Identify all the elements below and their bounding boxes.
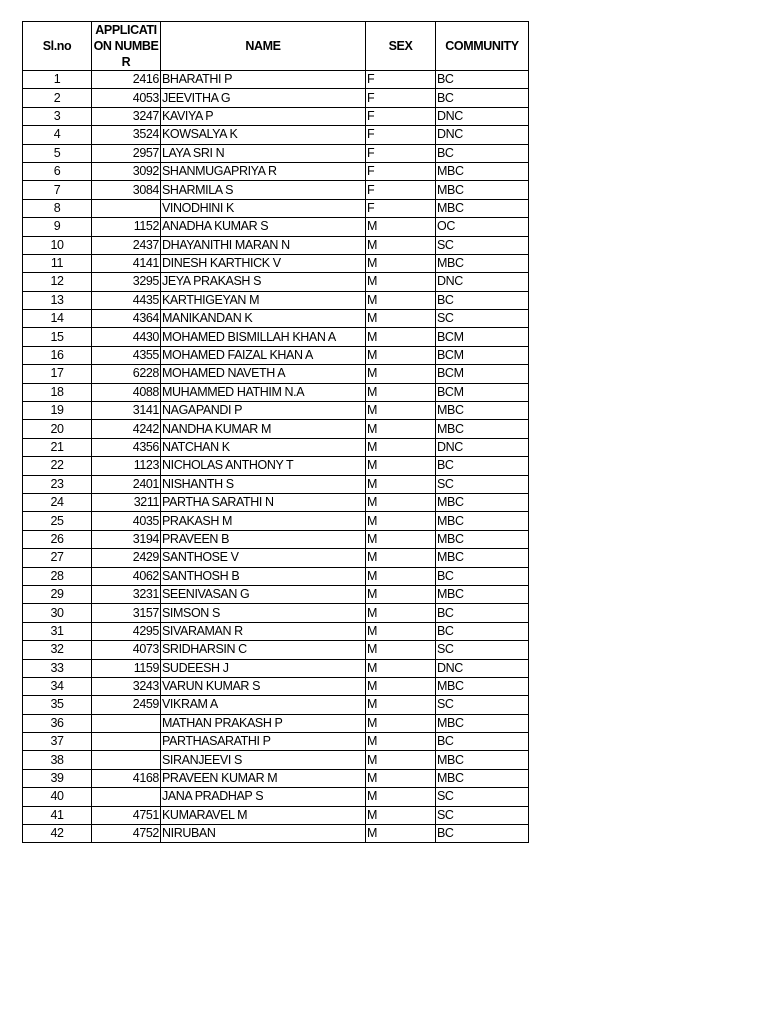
slno-cell: 36 — [23, 714, 92, 732]
table-row — [23, 733, 529, 751]
table-row — [23, 585, 529, 603]
name-cell: KARTHIGEYAN M — [161, 291, 366, 309]
application-number-cell: 4168 — [92, 769, 161, 787]
table-row — [23, 622, 529, 640]
slno-cell: 41 — [23, 806, 92, 824]
table-row — [23, 89, 529, 107]
slno-cell: 33 — [23, 659, 92, 677]
application-number-cell: 3211 — [92, 493, 161, 511]
community-cell: MBC — [436, 181, 529, 199]
sex-cell: M — [366, 402, 436, 420]
name-cell: MOHAMED NAVETH A — [161, 365, 366, 383]
table-row — [23, 567, 529, 585]
slno-cell: 24 — [23, 493, 92, 511]
slno-cell: 11 — [23, 254, 92, 272]
header-slno: Sl.no — [23, 22, 92, 71]
application-number-cell: 4062 — [92, 567, 161, 585]
community-cell: DNC — [436, 107, 529, 125]
community-cell: SC — [436, 641, 529, 659]
name-cell: DINESH KARTHICK V — [161, 254, 366, 272]
application-number-cell: 3084 — [92, 181, 161, 199]
table-body — [23, 71, 529, 843]
sex-cell: M — [366, 457, 436, 475]
community-cell: BC — [436, 567, 529, 585]
table-row — [23, 512, 529, 530]
name-cell: SANTHOSH B — [161, 567, 366, 585]
application-number-cell: 2957 — [92, 144, 161, 162]
name-cell: MOHAMED BISMILLAH KHAN A — [161, 328, 366, 346]
sex-cell: M — [366, 365, 436, 383]
slno-cell: 14 — [23, 310, 92, 328]
name-cell: LAYA SRI N — [161, 144, 366, 162]
sex-cell: M — [366, 788, 436, 806]
community-cell: MBC — [436, 769, 529, 787]
application-number-cell — [92, 733, 161, 751]
sex-cell: F — [366, 162, 436, 180]
table-row — [23, 659, 529, 677]
application-number-cell: 4751 — [92, 806, 161, 824]
name-cell: SEENIVASAN G — [161, 585, 366, 603]
sex-cell: M — [366, 218, 436, 236]
table-row — [23, 788, 529, 806]
table-row — [23, 291, 529, 309]
slno-cell: 15 — [23, 328, 92, 346]
table-row — [23, 641, 529, 659]
community-cell: MBC — [436, 493, 529, 511]
sex-cell: F — [366, 181, 436, 199]
name-cell: MATHAN PRAKASH P — [161, 714, 366, 732]
slno-cell: 4 — [23, 126, 92, 144]
community-cell: MBC — [436, 549, 529, 567]
table-row — [23, 457, 529, 475]
name-cell: NIRUBAN — [161, 825, 366, 843]
application-number-cell: 4073 — [92, 641, 161, 659]
header-row — [23, 22, 529, 71]
community-cell: DNC — [436, 659, 529, 677]
slno-cell: 37 — [23, 733, 92, 751]
name-cell: MANIKANDAN K — [161, 310, 366, 328]
application-number-cell: 2416 — [92, 71, 161, 89]
community-cell: BCM — [436, 346, 529, 364]
application-number-cell: 4242 — [92, 420, 161, 438]
community-cell: BCM — [436, 365, 529, 383]
name-cell: VINODHINI K — [161, 199, 366, 217]
slno-cell: 8 — [23, 199, 92, 217]
slno-cell: 18 — [23, 383, 92, 401]
slno-cell: 16 — [23, 346, 92, 364]
slno-cell: 17 — [23, 365, 92, 383]
community-cell: BC — [436, 825, 529, 843]
community-cell: MBC — [436, 254, 529, 272]
application-number-cell: 2437 — [92, 236, 161, 254]
slno-cell: 9 — [23, 218, 92, 236]
slno-cell: 28 — [23, 567, 92, 585]
community-cell: MBC — [436, 162, 529, 180]
community-cell: MBC — [436, 512, 529, 530]
slno-cell: 29 — [23, 585, 92, 603]
name-cell: MOHAMED FAIZAL KHAN A — [161, 346, 366, 364]
application-number-cell: 4053 — [92, 89, 161, 107]
application-number-cell — [92, 199, 161, 217]
sex-cell: M — [366, 512, 436, 530]
table-header — [23, 22, 529, 71]
name-cell: PRAVEEN KUMAR M — [161, 769, 366, 787]
sex-cell: M — [366, 236, 436, 254]
sex-cell: M — [366, 677, 436, 695]
table-row — [23, 254, 529, 272]
application-number-cell: 4355 — [92, 346, 161, 364]
community-cell: BC — [436, 291, 529, 309]
name-cell: SANTHOSE V — [161, 549, 366, 567]
table-row — [23, 328, 529, 346]
application-number-cell: 4752 — [92, 825, 161, 843]
slno-cell: 27 — [23, 549, 92, 567]
name-cell: VARUN KUMAR S — [161, 677, 366, 695]
name-cell: SRIDHARSIN C — [161, 641, 366, 659]
name-cell: KUMARAVEL M — [161, 806, 366, 824]
slno-cell: 12 — [23, 273, 92, 291]
community-cell: BC — [436, 89, 529, 107]
community-cell: BC — [436, 604, 529, 622]
name-cell: JEEVITHA G — [161, 89, 366, 107]
table-row — [23, 493, 529, 511]
application-number-cell: 4364 — [92, 310, 161, 328]
table-row — [23, 769, 529, 787]
slno-cell: 35 — [23, 696, 92, 714]
header-application-number: APPLICATI ON NUMBER — [92, 22, 161, 71]
table-row — [23, 71, 529, 89]
student-list-table — [22, 21, 529, 843]
application-number-cell: 2459 — [92, 696, 161, 714]
name-cell: NICHOLAS ANTHONY T — [161, 457, 366, 475]
name-cell: PARTHA SARATHI N — [161, 493, 366, 511]
sex-cell: M — [366, 530, 436, 548]
sex-cell: F — [366, 71, 436, 89]
slno-cell: 42 — [23, 825, 92, 843]
table-row — [23, 273, 529, 291]
community-cell: MBC — [436, 714, 529, 732]
application-number-cell: 4141 — [92, 254, 161, 272]
sex-cell: F — [366, 144, 436, 162]
sex-cell: F — [366, 107, 436, 125]
name-cell: PRAVEEN B — [161, 530, 366, 548]
application-number-cell: 1123 — [92, 457, 161, 475]
sex-cell: M — [366, 310, 436, 328]
sex-cell: M — [366, 733, 436, 751]
name-cell: NISHANTH S — [161, 475, 366, 493]
application-number-cell: 3524 — [92, 126, 161, 144]
slno-cell: 38 — [23, 751, 92, 769]
community-cell: BC — [436, 457, 529, 475]
application-number-cell — [92, 751, 161, 769]
community-cell: MBC — [436, 402, 529, 420]
sex-cell: F — [366, 199, 436, 217]
sex-cell: M — [366, 475, 436, 493]
table-row — [23, 346, 529, 364]
sex-cell: M — [366, 622, 436, 640]
slno-cell: 10 — [23, 236, 92, 254]
name-cell: SHANMUGAPRIYA R — [161, 162, 366, 180]
name-cell: KAVIYA P — [161, 107, 366, 125]
table-row — [23, 218, 529, 236]
application-number-cell: 3243 — [92, 677, 161, 695]
sex-cell: M — [366, 549, 436, 567]
table-row — [23, 677, 529, 695]
application-number-cell: 4430 — [92, 328, 161, 346]
community-cell: MBC — [436, 199, 529, 217]
table-row — [23, 199, 529, 217]
table-row — [23, 365, 529, 383]
community-cell: SC — [436, 310, 529, 328]
community-cell: SC — [436, 236, 529, 254]
slno-cell: 1 — [23, 71, 92, 89]
community-cell: BC — [436, 733, 529, 751]
sex-cell: M — [366, 254, 436, 272]
community-cell: DNC — [436, 273, 529, 291]
slno-cell: 19 — [23, 402, 92, 420]
table-row — [23, 181, 529, 199]
application-number-cell: 3231 — [92, 585, 161, 603]
sex-cell: M — [366, 659, 436, 677]
slno-cell: 34 — [23, 677, 92, 695]
application-number-cell: 1159 — [92, 659, 161, 677]
slno-cell: 39 — [23, 769, 92, 787]
slno-cell: 22 — [23, 457, 92, 475]
community-cell: MBC — [436, 677, 529, 695]
name-cell: SIRANJEEVI S — [161, 751, 366, 769]
sex-cell: M — [366, 751, 436, 769]
name-cell: SIVARAMAN R — [161, 622, 366, 640]
table-row — [23, 438, 529, 456]
slno-cell: 7 — [23, 181, 92, 199]
application-number-cell: 3141 — [92, 402, 161, 420]
sex-cell: M — [366, 769, 436, 787]
table-row — [23, 402, 529, 420]
name-cell: KOWSALYA K — [161, 126, 366, 144]
sex-cell: M — [366, 714, 436, 732]
community-cell: MBC — [436, 530, 529, 548]
sex-cell: F — [366, 126, 436, 144]
table-row — [23, 126, 529, 144]
sex-cell: M — [366, 567, 436, 585]
table-row — [23, 144, 529, 162]
name-cell: NAGAPANDI P — [161, 402, 366, 420]
slno-cell: 2 — [23, 89, 92, 107]
application-number-cell: 3295 — [92, 273, 161, 291]
table-row — [23, 420, 529, 438]
application-number-cell: 4088 — [92, 383, 161, 401]
community-cell: MBC — [436, 751, 529, 769]
application-number-cell: 3247 — [92, 107, 161, 125]
table-row — [23, 310, 529, 328]
sex-cell: M — [366, 291, 436, 309]
community-cell: SC — [436, 788, 529, 806]
table-row — [23, 714, 529, 732]
community-cell: OC — [436, 218, 529, 236]
community-cell: BCM — [436, 328, 529, 346]
table-row — [23, 383, 529, 401]
application-number-cell: 4295 — [92, 622, 161, 640]
table-row — [23, 549, 529, 567]
slno-cell: 32 — [23, 641, 92, 659]
slno-cell: 13 — [23, 291, 92, 309]
slno-cell: 21 — [23, 438, 92, 456]
community-cell: SC — [436, 475, 529, 493]
community-cell: BC — [436, 144, 529, 162]
table-row — [23, 825, 529, 843]
sex-cell: M — [366, 585, 436, 603]
header-name: NAME — [161, 22, 366, 71]
slno-cell: 3 — [23, 107, 92, 125]
community-cell: DNC — [436, 126, 529, 144]
table-row — [23, 696, 529, 714]
slno-cell: 31 — [23, 622, 92, 640]
sex-cell: F — [366, 89, 436, 107]
application-number-cell: 4356 — [92, 438, 161, 456]
sex-cell: M — [366, 438, 436, 456]
name-cell: SHARMILA S — [161, 181, 366, 199]
sex-cell: M — [366, 346, 436, 364]
slno-cell: 25 — [23, 512, 92, 530]
table-row — [23, 530, 529, 548]
application-number-cell: 3157 — [92, 604, 161, 622]
name-cell: JEYA PRAKASH S — [161, 273, 366, 291]
application-number-cell — [92, 788, 161, 806]
slno-cell: 6 — [23, 162, 92, 180]
application-number-cell: 6228 — [92, 365, 161, 383]
community-cell: MBC — [436, 585, 529, 603]
community-cell: DNC — [436, 438, 529, 456]
slno-cell: 30 — [23, 604, 92, 622]
application-number-cell: 4435 — [92, 291, 161, 309]
name-cell: SIMSON S — [161, 604, 366, 622]
table-row — [23, 162, 529, 180]
slno-cell: 23 — [23, 475, 92, 493]
table-row — [23, 604, 529, 622]
name-cell: JANA PRADHAP S — [161, 788, 366, 806]
name-cell: NANDHA KUMAR M — [161, 420, 366, 438]
table-row — [23, 236, 529, 254]
table-row — [23, 107, 529, 125]
name-cell: NATCHAN K — [161, 438, 366, 456]
sex-cell: M — [366, 641, 436, 659]
application-number-cell: 4035 — [92, 512, 161, 530]
sex-cell: M — [366, 383, 436, 401]
slno-cell: 20 — [23, 420, 92, 438]
community-cell: SC — [436, 696, 529, 714]
sex-cell: M — [366, 806, 436, 824]
table-row — [23, 475, 529, 493]
name-cell: VIKRAM A — [161, 696, 366, 714]
name-cell: MUHAMMED HATHIM N.A — [161, 383, 366, 401]
sex-cell: M — [366, 825, 436, 843]
application-number-cell: 3092 — [92, 162, 161, 180]
table-row — [23, 751, 529, 769]
application-number-cell: 1152 — [92, 218, 161, 236]
sex-cell: M — [366, 420, 436, 438]
name-cell: SUDEESH J — [161, 659, 366, 677]
slno-cell: 40 — [23, 788, 92, 806]
sex-cell: M — [366, 273, 436, 291]
community-cell: BCM — [436, 383, 529, 401]
name-cell: DHAYANITHI MARAN N — [161, 236, 366, 254]
table-row — [23, 806, 529, 824]
name-cell: BHARATHI P — [161, 71, 366, 89]
community-cell: BC — [436, 622, 529, 640]
community-cell: BC — [436, 71, 529, 89]
sex-cell: M — [366, 696, 436, 714]
header-community: COMMUNITY — [436, 22, 529, 71]
application-number-cell: 2429 — [92, 549, 161, 567]
sex-cell: M — [366, 328, 436, 346]
application-number-cell: 2401 — [92, 475, 161, 493]
name-cell: PARTHASARATHI P — [161, 733, 366, 751]
community-cell: SC — [436, 806, 529, 824]
name-cell: ANADHA KUMAR S — [161, 218, 366, 236]
community-cell: MBC — [436, 420, 529, 438]
name-cell: PRAKASH M — [161, 512, 366, 530]
application-number-cell — [92, 714, 161, 732]
sex-cell: M — [366, 493, 436, 511]
slno-cell: 5 — [23, 144, 92, 162]
sex-cell: M — [366, 604, 436, 622]
slno-cell: 26 — [23, 530, 92, 548]
header-sex: SEX — [366, 22, 436, 71]
application-number-cell: 3194 — [92, 530, 161, 548]
